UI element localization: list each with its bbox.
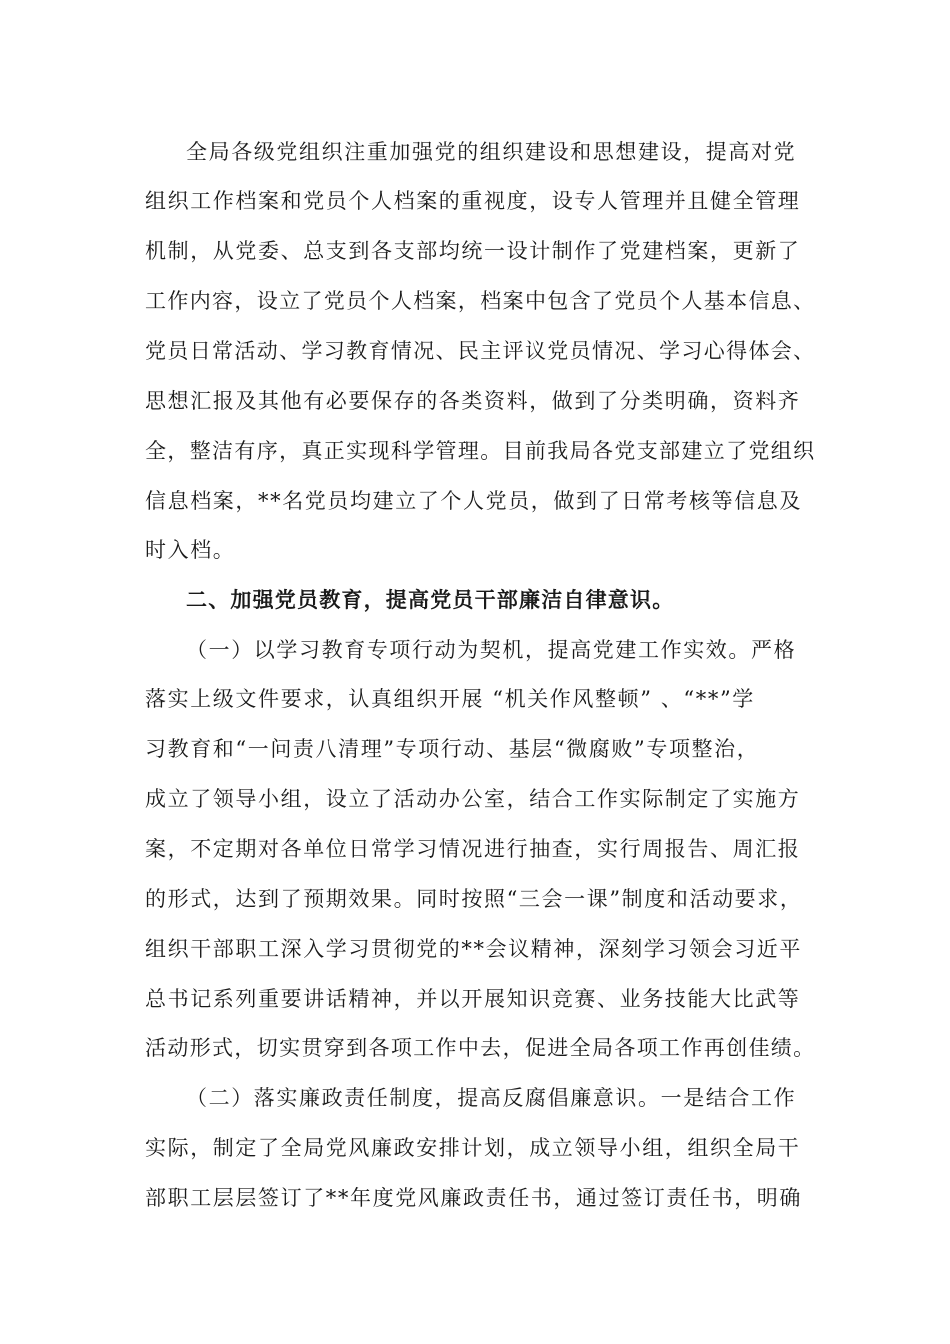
- paragraph-2-line-4: 成立了领导小组，设立了活动办公室，结合工作实际制定了实施方: [145, 787, 801, 811]
- paragraph-2-line-2: 落实上级文件要求，认真组织开展 “机关作风整顿” 、“**”学: [145, 687, 755, 711]
- paragraph-1-line-8: 信息档案，**名党员均建立了个人党员，做到了日常考核等信息及: [145, 489, 802, 513]
- paragraph-1-line-2: 组织工作档案和党员个人档案的重视度，设专人管理并且健全管理: [145, 189, 801, 213]
- paragraph-1-line-3: 机制，从党委、总支到各支部均统一设计制作了党建档案，更新了: [145, 239, 801, 263]
- paragraph-1-line-5: 党员日常活动、学习教育情况、民主评议党员情况、学习心得体会、: [145, 339, 816, 363]
- paragraph-1-line-4: 工作内容，设立了党员个人档案，档案中包含了党员个人基本信息、: [145, 289, 816, 313]
- paragraph-3-line-3: 部职工层层签订了**年度党风廉政责任书，通过签订责任书，明确: [145, 1186, 802, 1210]
- paragraph-1-line-9: 时入档。: [145, 538, 236, 562]
- paragraph-2-line-5: 案，不定期对各单位日常学习情况进行抽查，实行周报告、周汇报: [145, 837, 801, 861]
- paragraph-2-line-9: 活动形式，切实贯穿到各项工作中去，促进全局各项工作再创佳绩。: [145, 1036, 816, 1060]
- section-heading: 二、加强党员教育，提高党员干部廉洁自律意识。: [186, 588, 675, 612]
- paragraph-1-line-6: 思想汇报及其他有必要保存的各类资料，做到了分类明确，资料齐: [145, 389, 801, 413]
- paragraph-2-line-3: 习教育和“一问责八清理”专项行动、基层“微腐败”专项整治，: [145, 737, 760, 761]
- paragraph-2-line-7: 组织干部职工深入学习贯彻党的**会议精神，深刻学习领会习近平: [145, 937, 802, 961]
- paragraph-1-line-1: 全局各级党组织注重加强党的组织建设和思想建设，提高对党: [186, 140, 797, 164]
- paragraph-3-line-1: （二）落实廉政责任制度，提高反腐倡廉意识。一是结合工作: [186, 1086, 797, 1110]
- paragraph-2-line-6: 的形式，达到了预期效果。同时按照“三会一课”制度和活动要求，: [145, 887, 803, 911]
- paragraph-2-line-8: 总书记系列重要讲话精神，并以开展知识竞赛、业务技能大比武等: [145, 987, 801, 1011]
- paragraph-3-line-2: 实际，制定了全局党风廉政安排计划，成立领导小组，组织全局干: [145, 1136, 801, 1160]
- paragraph-1-line-7: 全，整洁有序，真正实现科学管理。目前我局各党支部建立了党组织: [145, 439, 816, 463]
- paragraph-2-line-1: （一）以学习教育专项行动为契机，提高党建工作实效。严格: [186, 638, 797, 662]
